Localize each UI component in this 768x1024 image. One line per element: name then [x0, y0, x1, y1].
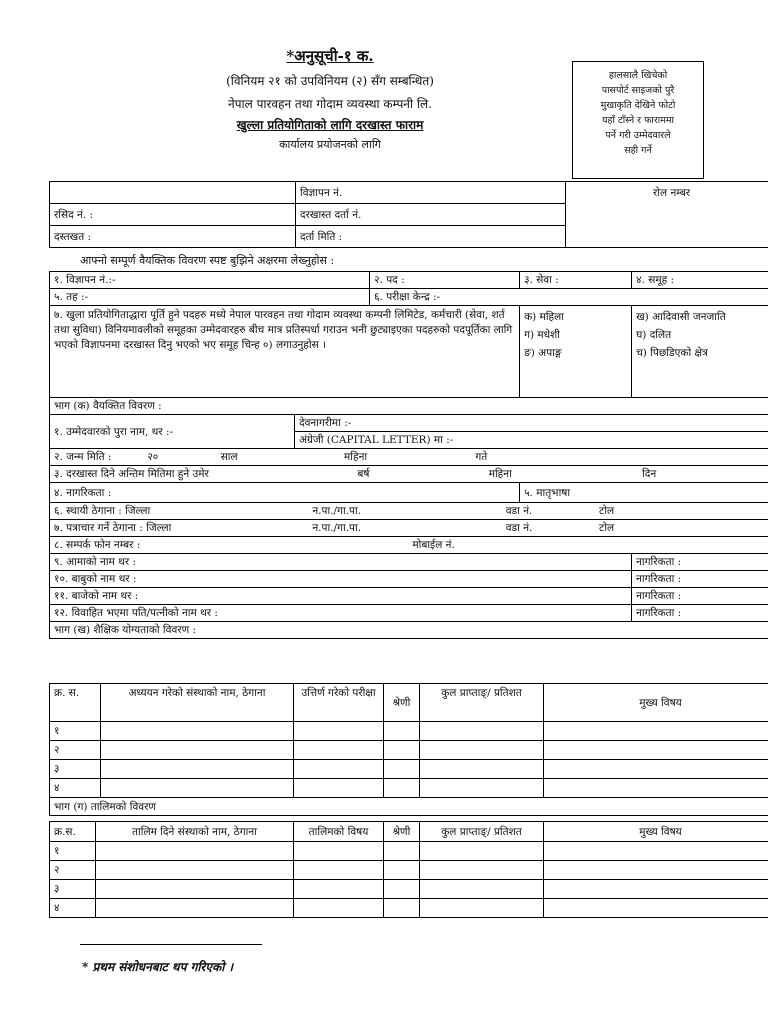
edu-cell[interactable]: [101, 779, 294, 798]
personal-details-table: [49, 271, 768, 639]
edu-cell[interactable]: [544, 722, 768, 741]
train-cell[interactable]: [420, 842, 544, 861]
edu-cell[interactable]: [101, 741, 294, 760]
footnote: * प्रथम संशोधनबाट थप गरिएको ।: [82, 960, 234, 974]
section-education: भाग (ख) शैक्षिक योग्यताको विवरण :: [50, 622, 768, 639]
edu-cell[interactable]: [420, 722, 544, 741]
train-header-institution: तालिम दिने संस्थाको नाम, ठेगाना: [96, 822, 294, 842]
mother-citizenship-field[interactable]: नागरिकता :: [632, 554, 768, 571]
post-field[interactable]: २. पद :: [370, 272, 520, 289]
group-options-left: [520, 306, 632, 398]
train-cell[interactable]: [544, 842, 768, 861]
train-cell[interactable]: [96, 842, 294, 861]
vigyapan-no-field[interactable]: विज्ञापन नं.: [296, 182, 566, 204]
train-row-sn: ४: [50, 899, 96, 918]
train-cell[interactable]: [420, 899, 544, 918]
edu-cell[interactable]: [420, 741, 544, 760]
train-cell[interactable]: [294, 842, 384, 861]
service-field[interactable]: ३. सेवा :: [520, 272, 632, 289]
name-devanagari-field[interactable]: देवनागरीमा :-: [295, 415, 768, 432]
edu-row-sn: २: [50, 741, 101, 760]
group-option-madhesi[interactable]: ग) मधेशी: [524, 329, 561, 341]
fill-instruction: आफ्नो सम्पूर्ण वैयक्तिक विवरण स्पष्ट बुझिने अक्षरमा लेख्नुहोस :: [80, 254, 335, 267]
education-table: [49, 683, 768, 816]
edu-cell[interactable]: [384, 741, 420, 760]
train-cell[interactable]: [96, 880, 294, 899]
advert-no-field[interactable]: १. विज्ञापन नं.:-: [50, 272, 370, 289]
application-reg-no-field[interactable]: दरखास्त दर्ता नं.: [296, 204, 566, 226]
group-instruction: ७. खुला प्रतियोगिताद्धारा पूर्ति हुने पदहरु मध्ये नेपाल पारवहन तथा गोदाम व्यवस्था कम्पनी लिमिटेड, कर्मचारी (सेवा, शर्त तथा सुविधा) विनियमावलीको समूहका उम्मेदवारहरु बीच मात्र प्रतिस्पर्धा गराउन भनी छुट्याइएका पदहरुको पदपूर्तिका लागि भएको विज्ञापनमा दरखास्त दिनु भएको भए समूह चिन्ह ०) लगाउनुहोस ।: [50, 306, 520, 398]
dob-month-label: महिना: [344, 451, 368, 463]
train-cell[interactable]: [544, 880, 768, 899]
permanent-address-field[interactable]: [50, 503, 768, 520]
mobile-label: मोबाईल नं.: [412, 539, 455, 551]
full-name-label: १. उम्मेदवारको पुरा नाम, थर :-: [50, 415, 295, 449]
level-field[interactable]: ५. तह :-: [50, 289, 370, 306]
dob-year-label: साल: [220, 451, 238, 463]
office-blank-cell[interactable]: [50, 182, 296, 204]
dob-label: २. जन्म मिति :: [54, 451, 112, 463]
train-cell[interactable]: [294, 880, 384, 899]
photo-instruction-line: सही गर्ने: [624, 145, 652, 156]
company-name: नेपाल पारवहन तथा गोदाम व्यवस्था कम्पनी लि.: [228, 97, 432, 111]
edu-header-percent: कुल प्राप्ताङ्/ प्रतिशत: [420, 684, 544, 722]
train-cell[interactable]: [294, 899, 384, 918]
edu-cell[interactable]: [294, 722, 384, 741]
group-option-backward-region[interactable]: च) पिछडिएको क्षेत्र: [636, 347, 708, 359]
name-english-field[interactable]: अंग्रेजी (CAPITAL LETTER) मा :-: [295, 432, 768, 449]
correspondence-ward-label: वडा नं.: [505, 522, 533, 534]
edu-cell[interactable]: [384, 779, 420, 798]
edu-header-exam: उत्तिर्ण गरेको परीक्षा: [294, 684, 384, 722]
edu-row-sn: ४: [50, 779, 101, 798]
edu-cell[interactable]: [294, 741, 384, 760]
train-cell[interactable]: [420, 861, 544, 880]
train-cell[interactable]: [96, 899, 294, 918]
photo-instruction-line: पर्ने गरी उम्मेदवारले: [605, 130, 671, 141]
regulation-reference: (विनियम २१ को उपविनियम (२) सँग सम्बन्धित): [226, 74, 434, 88]
train-row-sn: १: [50, 842, 96, 861]
train-row-sn: २: [50, 861, 96, 880]
train-cell[interactable]: [384, 861, 420, 880]
edu-row-sn: १: [50, 722, 101, 741]
father-citizenship-field[interactable]: नागरिकता :: [632, 571, 768, 588]
spouse-name-field[interactable]: १२. विवाहित भएमा पति/पत्नीको नाम थर :: [50, 605, 632, 622]
age-years-label: बर्ष: [357, 468, 370, 480]
form-title-annex: *अनुसूची-१ क.: [286, 47, 374, 65]
receipt-no-field[interactable]: रसिद नं. :: [50, 204, 296, 226]
mother-tongue-field[interactable]: ५. मातृभाषा: [520, 483, 768, 503]
age-months-label: महिना: [488, 468, 512, 480]
edu-cell[interactable]: [384, 722, 420, 741]
train-cell[interactable]: [384, 899, 420, 918]
correspondence-municipality-label: न.पा./गा.पा.: [312, 522, 362, 534]
edu-cell[interactable]: [544, 760, 768, 779]
registration-date-field[interactable]: दर्ता मिति :: [296, 226, 566, 248]
train-header-percent: कुल प्राप्ताङ्/ प्रतिशत: [420, 822, 544, 842]
train-cell[interactable]: [294, 861, 384, 880]
roll-number-field[interactable]: रोल नम्बर: [566, 182, 768, 248]
citizenship-field[interactable]: ४. नागरिकता :: [50, 483, 520, 503]
edu-header-division: श्रेणी: [384, 684, 420, 722]
application-form-title: खुल्ला प्रतियोगिताको लागि दरखास्त फाराम: [236, 118, 424, 132]
photo-instruction-line: हालसालै खिचेको: [608, 70, 668, 81]
section-personal-details: भाग (क) वैयक्तित विवरण :: [50, 398, 768, 415]
train-header-division: श्रेणी: [384, 822, 420, 842]
train-header-subject: तालिमको विषय: [294, 822, 384, 842]
edu-header-sn: क्र. स.: [50, 684, 101, 722]
mother-name-field[interactable]: ९. आमाको नाम थर :: [50, 554, 632, 571]
section-training: भाग (ग) तालिमको विवरण: [50, 798, 768, 816]
edu-cell[interactable]: [420, 760, 544, 779]
edu-cell[interactable]: [420, 779, 544, 798]
correspondence-address-field[interactable]: [50, 520, 768, 537]
photo-instruction-line: यहाँ टाँस्ने र फाराममा: [601, 115, 675, 126]
group-option-indigenous[interactable]: ख) आदिवासी जनजाति: [636, 311, 726, 323]
edu-cell[interactable]: [384, 760, 420, 779]
exam-center-field[interactable]: ६. परीक्षा केन्द्र :-: [370, 289, 768, 306]
edu-cell[interactable]: [294, 779, 384, 798]
footnote-separator: [80, 944, 262, 945]
photo-instruction-line: मुखाकृति देखिने फोटो: [600, 100, 676, 111]
edu-row-sn: ३: [50, 760, 101, 779]
father-name-field[interactable]: १०. बाबुको नाम थर :: [50, 571, 632, 588]
permanent-municipality-label: न.पा./गा.पा.: [312, 505, 362, 517]
permanent-ward-label: वडा नं.: [505, 505, 533, 517]
train-cell[interactable]: [384, 880, 420, 899]
spouse-citizenship-field[interactable]: नागरिकता :: [632, 605, 768, 622]
contact-phone-field[interactable]: [50, 537, 768, 554]
grandfather-citizenship-field[interactable]: नागरिकता :: [632, 588, 768, 605]
photo-box[interactable]: [572, 61, 704, 179]
phone-label: ८. सम्पर्क फोन नम्बर :: [54, 539, 141, 551]
train-header-main-subject: मुख्य विषय: [544, 822, 768, 842]
edu-header-institution: अध्ययन गरेको संस्थाको नाम, ठेगाना: [101, 684, 294, 722]
dob-year-prefix: २०: [147, 451, 159, 463]
train-cell[interactable]: [544, 861, 768, 880]
grandfather-name-field[interactable]: ११. बाजेको नाम थर :: [50, 588, 632, 605]
group-option-women[interactable]: क) महिला: [524, 311, 564, 323]
photo-instruction-line: पासपोर्ट साइजको पुरै: [601, 85, 675, 96]
training-table: [49, 821, 768, 918]
age-days-label: दिन: [642, 468, 657, 480]
correspondence-tole-label: टोल: [599, 522, 615, 534]
age-label: ३. दरखास्त दिने अन्तिम मितिमा हुने उमेर: [54, 468, 209, 480]
permanent-tole-label: टोल: [599, 505, 615, 517]
train-cell[interactable]: [420, 880, 544, 899]
edu-cell[interactable]: [294, 760, 384, 779]
age-field[interactable]: [50, 466, 768, 483]
group-field[interactable]: ४. समूह :: [632, 272, 768, 289]
dob-field[interactable]: [50, 449, 768, 466]
edu-cell[interactable]: [544, 741, 768, 760]
office-use-table: [49, 181, 768, 248]
train-row-sn: ३: [50, 880, 96, 899]
group-option-dalit[interactable]: घ) दलित: [636, 329, 672, 341]
edu-cell[interactable]: [101, 722, 294, 741]
permanent-district-label: ६. स्थायी ठेगाना : जिल्ला: [54, 505, 151, 517]
dob-day-label: गते: [475, 451, 488, 463]
office-use-label: कार्यालय प्रयोजनको लागि: [279, 138, 381, 151]
train-header-sn: क्र.स.: [50, 822, 96, 842]
train-cell[interactable]: [544, 899, 768, 918]
train-cell[interactable]: [384, 842, 420, 861]
edu-cell[interactable]: [101, 760, 294, 779]
edu-cell[interactable]: [544, 779, 768, 798]
correspondence-district-label: ७. पत्राचार गर्ने ठेगाना : जिल्ला: [54, 522, 172, 534]
group-options-right: [632, 306, 768, 398]
train-cell[interactable]: [96, 861, 294, 880]
group-option-disabled[interactable]: ङ) अपाङ्ग: [524, 347, 562, 359]
signature-field[interactable]: दस्तखत :: [50, 226, 296, 248]
edu-header-subject: मुख्य विषय: [544, 684, 768, 722]
